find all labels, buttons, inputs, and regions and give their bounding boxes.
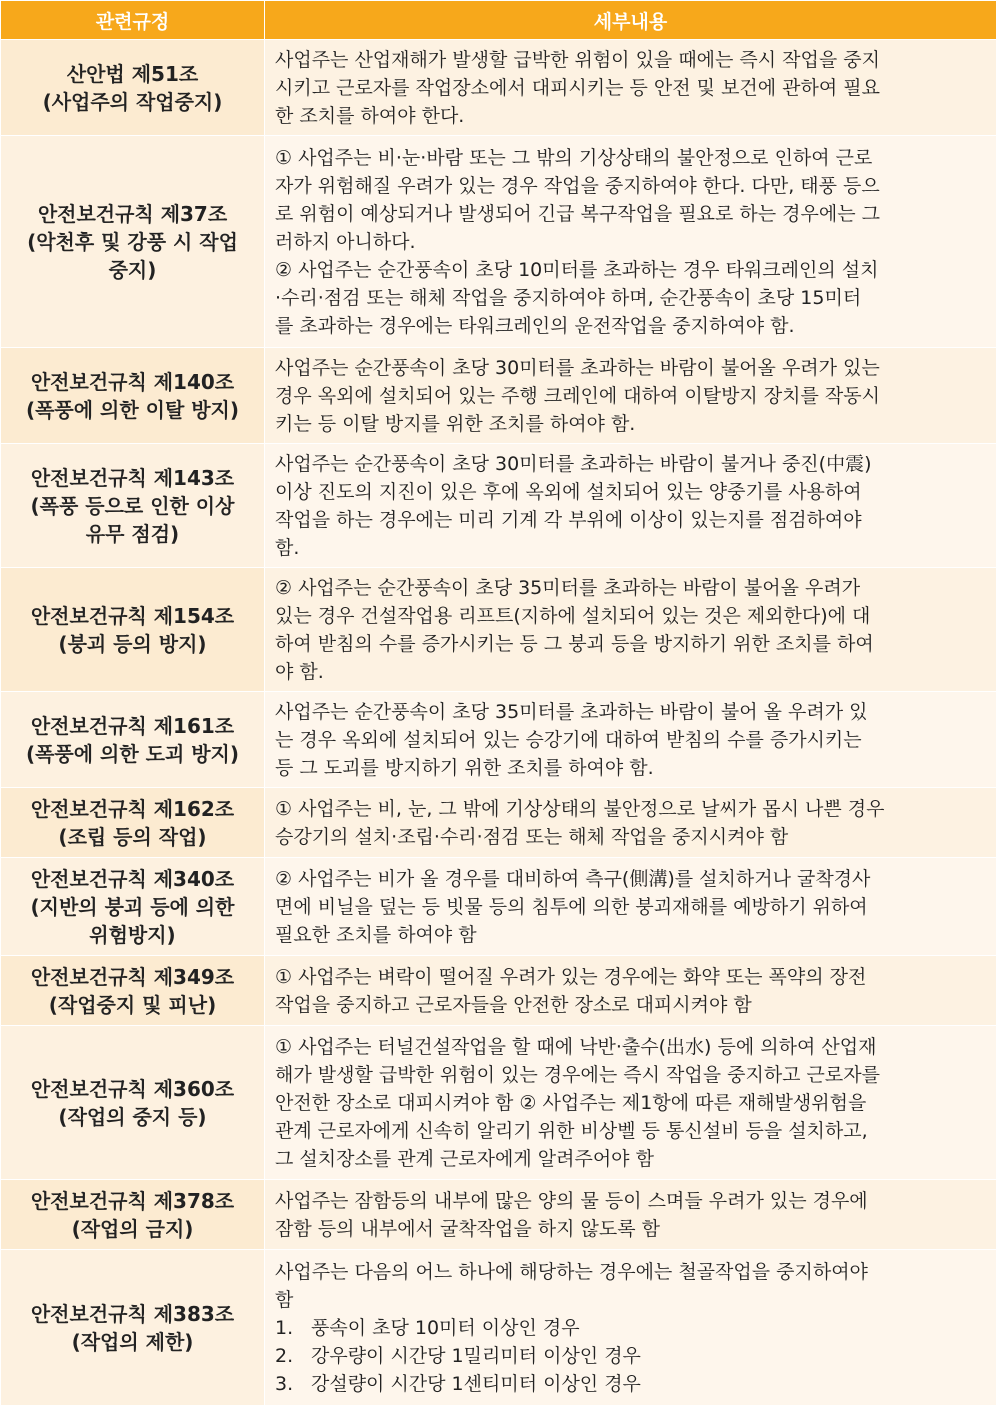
detail-line: 로 위험이 예상되거나 발생되어 긴급 복구작업을 필요로 하는 경우에는 그 <box>275 202 880 225</box>
detail-cell <box>265 956 996 1026</box>
regulation-line: 산안법 제51조 <box>66 61 199 86</box>
list-text: 풍속이 초당 10미터 이상인 경우 <box>311 1316 580 1339</box>
table-row <box>1 568 996 692</box>
detail-line: 사업주는 산업재해가 발생할 급박한 위험이 있을 때에는 즉시 작업을 중지 <box>275 48 880 71</box>
regulation-cell <box>1 136 265 348</box>
detail-line: 자가 위험해질 우려가 있는 경우 작업을 중지하여야 한다. 다만, 태풍 등으 <box>275 174 880 197</box>
detail-line: 시키고 근로자를 작업장소에서 대피시키는 등 안전 및 보건에 관하여 필요 <box>275 76 880 99</box>
regulation-cell <box>1 348 265 444</box>
detail-line: ① 사업주는 비·눈·바람 또는 그 밖의 기상상태의 불안정으로 인하여 근로 <box>275 146 873 169</box>
table-row <box>1 858 996 956</box>
detail-line: 함 <box>275 1288 294 1311</box>
list-text: 강설량이 시간당 1센티미터 이상인 경우 <box>311 1372 641 1395</box>
regulation-line: (작업의 중지 등) <box>58 1104 207 1129</box>
regulation-line: 안전보건규칙 제360조 <box>30 1076 235 1101</box>
table-row <box>1 136 996 348</box>
regulation-cell <box>1 444 265 568</box>
detail-line: ② 사업주는 비가 올 경우를 대비하여 측구(側溝)를 설치하거나 굴착경사 <box>275 867 871 890</box>
list-text: 강우량이 시간당 1밀리미터 이상인 경우 <box>311 1344 641 1367</box>
regulation-line: (조립 등의 작업) <box>58 824 207 849</box>
regulation-line: (폭풍 등으로 인한 이상 <box>30 493 235 518</box>
regulation-line: 유무 점검) <box>85 521 180 546</box>
detail-line: 사업주는 다음의 어느 하나에 해당하는 경우에는 철골작업을 중지하여야 <box>275 1260 868 1283</box>
detail-line: 키는 등 이탈 방지를 위한 조치를 하여야 함. <box>275 412 636 435</box>
table-row <box>1 692 996 788</box>
table-row <box>1 788 996 858</box>
list-item <box>275 1342 986 1370</box>
detail-cell <box>265 692 996 788</box>
regulation-line: 안전보건규칙 제161조 <box>30 713 235 738</box>
detail-line: 는 경우 옥외에 설치되어 있는 승강기에 대하여 받침의 수를 증가시키는 <box>275 728 862 751</box>
regulation-line: (폭풍에 의한 이탈 방지) <box>25 397 240 422</box>
regulation-line: 안전보건규칙 제140조 <box>30 369 235 394</box>
detail-line: 야 함. <box>275 660 324 683</box>
detail-line: 함. <box>275 536 300 559</box>
list-number: 2. <box>275 1344 294 1367</box>
detail-line: 안전한 장소로 대피시켜야 함 ② 사업주는 제1항에 따른 재해발생위험을 <box>275 1091 867 1114</box>
table-row <box>1 40 996 136</box>
regulation-line: 안전보건규칙 제340조 <box>30 866 235 891</box>
detail-cell <box>265 40 996 136</box>
header-regulation: 관련규정 <box>1 1 265 40</box>
detail-line: ② 사업주는 순간풍속이 초당 10미터를 초과하는 경우 타워크레인의 설치 <box>275 258 879 281</box>
detail-cell <box>265 1026 996 1180</box>
regulation-line: 중지) <box>108 257 157 282</box>
detail-line: 러하지 아니하다. <box>275 230 416 253</box>
table-row <box>1 956 996 1026</box>
detail-cell <box>265 1180 996 1250</box>
regulation-line: (붕괴 등의 방지) <box>58 631 207 656</box>
detail-line: 면에 비닐을 덮는 등 빗물 등의 침투에 의한 붕괴재해를 예방하기 위하여 <box>275 895 868 918</box>
header-detail: 세부내용 <box>265 1 996 40</box>
regulation-line: 안전보건규칙 제162조 <box>30 796 235 821</box>
detail-line: ·수리·점검 또는 해체 작업을 중지하여야 하며, 순간풍속이 초당 15미터 <box>275 286 862 309</box>
regulation-cell <box>1 956 265 1026</box>
detail-line: 승강기의 설치·조립·수리·점검 또는 해체 작업을 중지시켜야 함 <box>275 825 789 848</box>
table-row <box>1 444 996 568</box>
detail-cell <box>265 858 996 956</box>
regulation-cell <box>1 1026 265 1180</box>
detail-line: 그 설치장소를 관계 근로자에게 알려주어야 함 <box>275 1147 654 1170</box>
list-item <box>275 1370 986 1398</box>
detail-line: ① 사업주는 비, 눈, 그 밖에 기상상태의 불안정으로 날씨가 몹시 나쁜 경우 <box>275 797 885 820</box>
list-number: 1. <box>275 1316 294 1339</box>
detail-line: ② 사업주는 순간풍속이 초당 35미터를 초과하는 바람이 불어올 우려가 <box>275 576 861 599</box>
regulation-line: (지반의 붕괴 등에 의한 <box>30 894 235 919</box>
detail-line: 작업을 중지하고 근로자들을 안전한 장소로 대피시켜야 함 <box>275 993 752 1016</box>
regulation-line: (작업중지 및 피난) <box>48 992 217 1017</box>
table-row <box>1 1026 996 1180</box>
detail-line: 경우 옥외에 설치되어 있는 주행 크레인에 대하여 이탈방지 장치를 작동시 <box>275 384 880 407</box>
regulation-cell <box>1 692 265 788</box>
regulation-line: (작업의 제한) <box>71 1329 194 1354</box>
regulation-cell <box>1 568 265 692</box>
detail-line: 사업주는 순간풍속이 초당 30미터를 초과하는 바람이 불거나 중진(中震) <box>275 452 872 475</box>
detail-line: 필요한 조치를 하여야 함 <box>275 923 477 946</box>
detail-line: 작업을 하는 경우에는 미리 기계 각 부위에 이상이 있는지를 점검하여야 <box>275 508 862 531</box>
detail-line: 해가 발생할 급박한 위험이 있는 경우에는 즉시 작업을 중지하고 근로자를 <box>275 1063 880 1086</box>
regulation-line: 위험방지) <box>89 922 176 947</box>
detail-line: 하여 받침의 수를 증가시키는 등 그 붕괴 등을 방지하기 위한 조치를 하여 <box>275 632 874 655</box>
detail-cell <box>265 1250 996 1406</box>
table-header-row <box>1 1 996 40</box>
detail-line: 등 그 도괴를 방지하기 위한 조치를 하여야 함. <box>275 756 654 779</box>
regulation-line: 안전보건규칙 제143조 <box>30 465 235 490</box>
table-row <box>1 1180 996 1250</box>
detail-cell <box>265 788 996 858</box>
regulation-cell <box>1 858 265 956</box>
detail-line: 이상 진도의 지진이 있은 후에 옥외에 설치되어 있는 양중기를 사용하여 <box>275 480 862 503</box>
detail-line: 를 초과하는 경우에는 타워크레인의 운전작업을 중지하여야 함. <box>275 314 795 337</box>
regulation-line: (악천후 및 강풍 시 작업 <box>27 229 238 254</box>
detail-line: 관계 근로자에게 신속히 알리기 위한 비상벨 등 통신설비 등을 설치하고, <box>275 1119 868 1142</box>
regulation-line: (사업주의 작업중지) <box>42 89 223 114</box>
detail-cell <box>265 568 996 692</box>
detail-cell <box>265 136 996 348</box>
detail-line: 잠함 등의 내부에서 굴착작업을 하지 않도록 함 <box>275 1217 660 1240</box>
detail-cell <box>265 348 996 444</box>
detail-line: 있는 경우 건설작업용 리프트(지하에 설치되어 있는 것은 제외한다)에 대 <box>275 604 871 627</box>
table-row <box>1 1250 996 1406</box>
table-row <box>1 348 996 444</box>
regulation-line: 안전보건규칙 제378조 <box>30 1188 235 1213</box>
regulation-line: (폭풍에 의한 도괴 방지) <box>25 741 240 766</box>
regulation-cell <box>1 1180 265 1250</box>
regulation-line: 안전보건규칙 제37조 <box>37 201 228 226</box>
regulation-line: 안전보건규칙 제349조 <box>30 964 235 989</box>
regulation-cell <box>1 40 265 136</box>
detail-line: 한 조치를 하여야 한다. <box>275 104 465 127</box>
regulation-line: 안전보건규칙 제383조 <box>30 1301 235 1326</box>
detail-line: 사업주는 순간풍속이 초당 35미터를 초과하는 바람이 불어 올 우려가 있 <box>275 700 868 723</box>
regulation-line: (작업의 금지) <box>71 1216 194 1241</box>
regulation-cell <box>1 788 265 858</box>
regulation-cell <box>1 1250 265 1406</box>
regulation-line: 안전보건규칙 제154조 <box>30 603 235 628</box>
detail-line: ① 사업주는 벼락이 떨어질 우려가 있는 경우에는 화약 또는 폭약의 장전 <box>275 965 867 988</box>
detail-cell <box>265 444 996 568</box>
list-item <box>275 1314 986 1342</box>
detail-line: 사업주는 순간풍속이 초당 30미터를 초과하는 바람이 불어올 우려가 있는 <box>275 356 880 379</box>
detail-line: 사업주는 잠함등의 내부에 많은 양의 물 등이 스며들 우려가 있는 경우에 <box>275 1189 868 1212</box>
detail-line: ① 사업주는 터널건설작업을 할 때에 낙반·출수(出水) 등에 의하여 산업재 <box>275 1035 877 1058</box>
list-number: 3. <box>275 1372 294 1395</box>
